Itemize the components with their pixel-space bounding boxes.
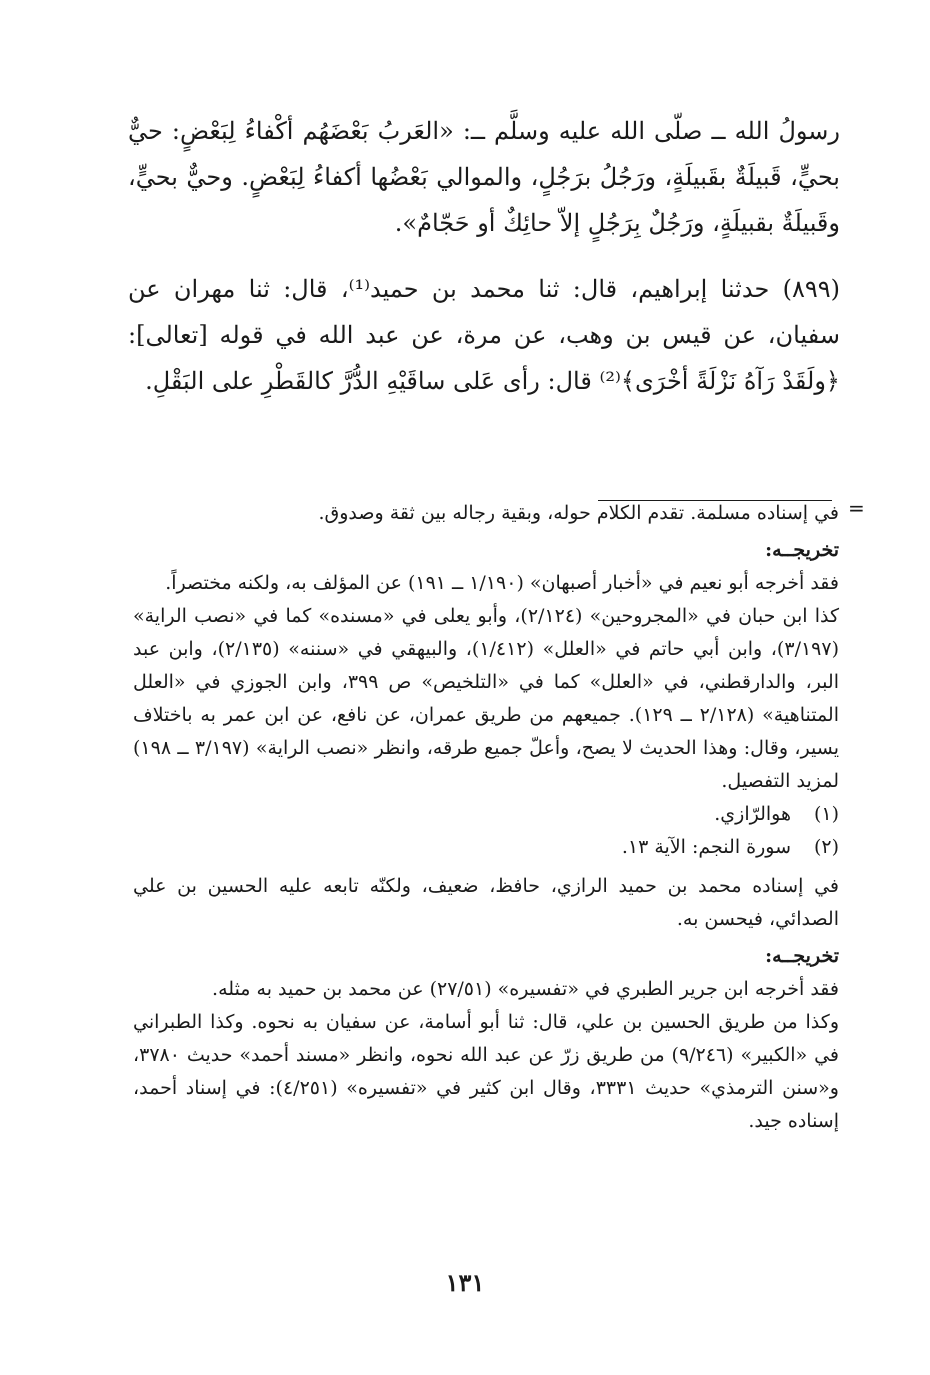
footnote-1-text: هوالرّازي. — [714, 803, 791, 825]
main-paragraph-1: رسولُ الله ــ صلّى الله عليه وسلَّم ــ: «العَربُ بَعْضَهُم أكْفاءُ لِبَعْضٍ: حيٌّ بحيٍّ، قَبيلَةٌ بقَبيلَةٍ، ورَجُلُ برَجُلٍ، والموالي بَعْضُها أكفاءُ لِبَعْضٍ. وحيٌّ بحيٍّ، وقَبيلَةٌ بقبيلَةٍ، ورَجُلٌ بِرَجُلٍ إلاّ حائِكٌ أو حَجّامٌ». — [128, 117, 840, 237]
footnote-2-number: (٢) — [813, 836, 839, 858]
footnotes — [133, 497, 839, 1138]
takhrij-1-a: فقد أخرجه أبو نعيم في «أخبار أصبهان» (١/١٩٠ ــ ١٩١) عن المؤلف به، ولكنه مختصراً. — [165, 572, 839, 594]
footnote-1-number: (١) — [813, 803, 839, 825]
main-text — [128, 108, 840, 404]
takhrij-heading-1: تخريجــه: — [765, 539, 839, 561]
footnote-2-comment: في إسناده محمد بن حميد الرازي، حافظ، ضعيف، ولكنّه تابعه عليه الحسين بن علي الصدائي، فيحسن به. — [133, 875, 839, 930]
takhrij-1-b: كذا ابن حبان في «المجروحين» (٢/١٢٤)، وأبو يعلى في «مسنده» كما في «نصب الراية» (٣/١٩٧)، وابن أبي حاتم في «العلل» (١/٤١٢)، والبيهقي في «سننه» (٢/١٣٥)، وابن عبد البر، والدارقطني، في «العلل» كما في «التلخيص» ص ٣٩٩، وابن الجوزي في «العلل المتناهية» (٢/١٢٨ ــ ١٢٩). جميعهم من طريق عمران، عن نافع، عن ابن عمر به باختلاف يسير، وقال: وهذا الحديث لا يصح، وأعلّ جميع طرقه، وانظر «نصب الراية» (٣/١٩٧ ــ ١٩٨) لمزيد التفصيل. — [133, 605, 840, 792]
takhrij-2-b: وكذا من طريق الحسين بن علي، قال: ثنا أبو أسامة، عن سفيان به نحوه. وكذا الطبراني في «الكبير» (٩/٢٤٦) من طريق زرّ عن عبد الله نحوه، وانظر «مسند أحمد» حديث ٣٧٨٠، و«سنن الترمذي» حديث ٣٣٣١، وقال ابن كثير في «تفسيره» (٤/٢٥١): في إسناد أحمد، إسناده جيد. — [133, 1011, 840, 1132]
continuation-text: في إسناده مسلمة. تقدم الكلام حوله، وبقية رجاله بين ثقة وصدوق. — [318, 502, 839, 524]
footnote-2 — [133, 831, 839, 864]
main-paragraph-2: (٨٩٩) حدثنا إبراهيم، قال: ثنا محمد بن حميد⁽¹⁾، قال: ثنا مهران عن سفيان، عن قيس بن وهب، عن مرة، عن عبد الله في قوله [تعالى]: ﴿ولَقَدْ رَآهُ نَزْلَةً أخْرَى﴾⁽²⁾ قال: رأى عَلى ساقَيْهِ الدُّرَّ كالقَطْرِ على البَقْلِ. — [128, 275, 840, 395]
page-number: ١٣١ — [445, 1268, 485, 1297]
takhrij-heading-2: تخريجــه: — [765, 945, 839, 967]
footnote-1 — [133, 798, 839, 831]
takhrij-2-a: فقد أخرجه ابن جرير الطبري في «تفسيره» (٢٧/٥١) عن محمد بن حميد به مثله. — [212, 978, 839, 1000]
continuation-mark: = — [848, 496, 865, 520]
footnote-2-text: سورة النجم: الآية ١٣. — [621, 836, 791, 858]
